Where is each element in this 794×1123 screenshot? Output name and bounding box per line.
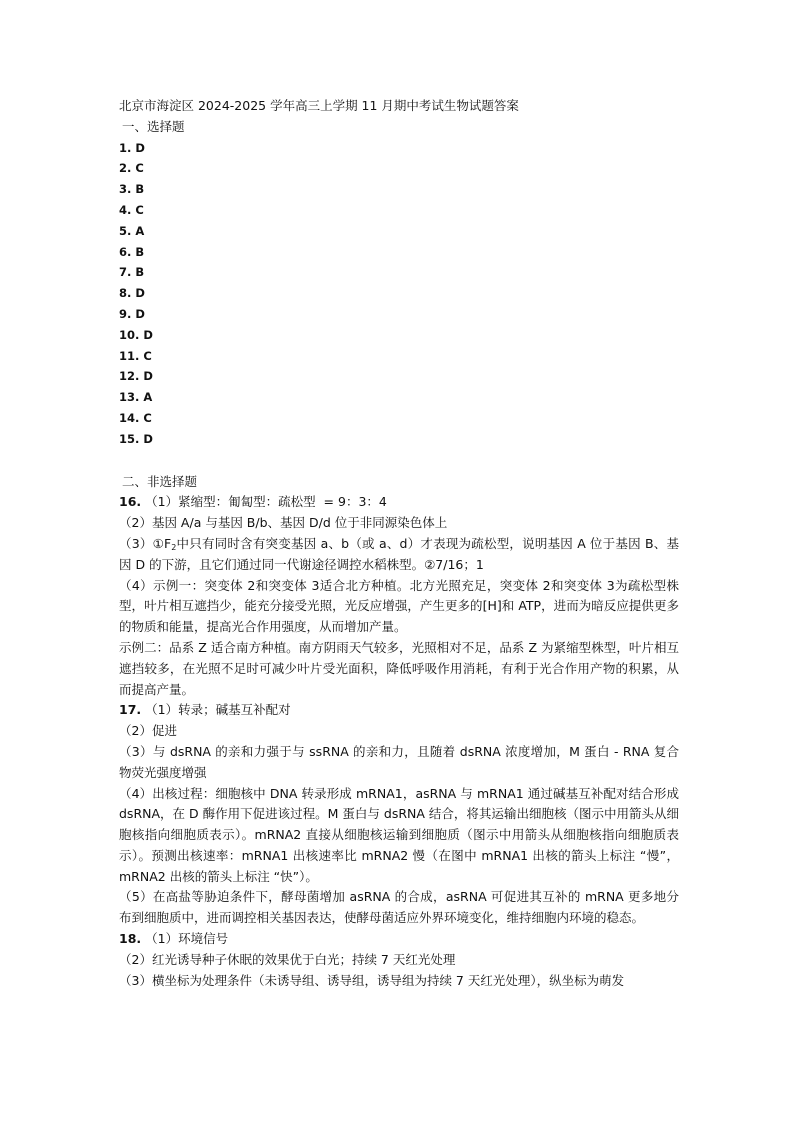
q18-number: 18. <box>119 931 142 947</box>
document-title: 北京市海淀区 2024-2025 学年高三上学期 11 月期中考试生物试题答案 <box>119 98 519 113</box>
mc-answer-item: 1. D <box>119 140 145 155</box>
q17-part1-text: （1）转录；碱基互补配对 <box>145 702 291 718</box>
mc-answer-item: 13. A <box>119 390 153 405</box>
q17-part5: （5）在高盐等胁迫条件下，酵母菌增加 asRNA 的合成，asRNA 可促进其互补的 mRNA 更多地分布到细胞质中，进而调控相关基因表达，使酵母菌适应外界环境变化，维持细胞内环境的稳态。 <box>119 889 679 926</box>
mc-answer-item: 3. B <box>119 182 145 197</box>
q18-part1-text: （1）环境信号 <box>145 931 229 947</box>
mc-answer-item: 2. C <box>119 161 144 176</box>
mc-answer-item: 11. C <box>119 348 152 363</box>
mc-answer-item: 12. D <box>119 369 153 384</box>
q16-part3-text-b: 中只有同时含有突变基因 a、b（或 a、d）才表现为疏松型，说明基因 A 位于基因 B、基因 D 的下游，且它们通过同一代谢途径调控水稻株型。②7/16；1 <box>119 535 679 572</box>
q16-part1-text: （1）紧缩型：匍匐型：疏松型 = 9：3：4 <box>145 494 387 510</box>
mc-answer-item: 7. B <box>119 265 145 280</box>
q16-part2: （2）基因 A/a 与基因 B/b、基因 D/d 位于非同源染色体上 <box>119 515 448 531</box>
mc-answer-item: 9. D <box>119 306 145 321</box>
q17-number: 17. <box>119 702 142 718</box>
multiple-choice-answer-list <box>119 138 679 450</box>
spacer <box>119 450 679 472</box>
q16-number: 16. <box>119 494 142 510</box>
section-heading-free-response: 二、非选择题 <box>122 473 198 489</box>
q16-part4-example2: 示例二：品系 Z 适合南方种植。南方阴雨天气较多，光照相对不足，品系 Z 为紧缩型株型，叶片相互遮挡较多，在光照不足时可减少叶片受光面积，降低呼吸作用消耗，有利于光合作用产物的积累，从而提高产量。 <box>119 639 679 697</box>
section-heading-multiple-choice: 一、选择题 <box>122 118 185 134</box>
q18-part3: （3）横坐标为处理条件（未诱导组、诱导组，诱导组为持续 7 天红光处理），纵坐标为萌发 <box>119 972 625 988</box>
mc-answer-item: 8. D <box>119 286 145 301</box>
q16-part3 <box>119 534 679 576</box>
q18-part1 <box>119 929 679 950</box>
answer-document <box>119 96 679 991</box>
q16-part1 <box>119 492 679 513</box>
mc-answer-item: 6. B <box>119 244 145 259</box>
mc-answer-item: 5. A <box>119 223 145 238</box>
q16-part3-text-a: （3）①F <box>119 535 172 551</box>
q16-part4-example1: （4）示例一：突变体 2和突变体 3适合北方种植。北方光照充足，突变体 2和突变体 3为疏松型株型，叶片相互遮挡少，能充分接受光照，光反应增强，产生更多的[H]和 ATP，进而为暗反应提供更多的物质和能量，提高光合作用强度，从而增加产量。 <box>119 577 679 635</box>
q18-part2: （2）红光诱导种子休眠的效果优于白光；持续 7 天红光处理 <box>119 951 456 967</box>
mc-answer-item: 14. C <box>119 410 152 425</box>
mc-answer-item: 10. D <box>119 327 153 342</box>
mc-answer-item: 4. C <box>119 202 144 217</box>
q17-part4: （4）出核过程：细胞核中 DNA 转录形成 mRNA1，asRNA 与 mRNA1 通过碱基互补配对结合形成 dsRNA，在 D 酶作用下促进该过程。M 蛋白与 dsRNA 结合，将其运输出细胞核（图示中用箭头从细胞核指向细胞质表示）。mRNA2 直接从细胞核运输到细胞质（图示中用箭头从细胞核指向细胞质表示）。预测出核速率：mRNA1 出核速率比 mRNA2 慢（在图中 mRNA1 出核的箭头上标注 “慢”，mRNA2 出核的箭头上标注 “快”）。 <box>119 785 679 884</box>
q16-part3-subscript: 2 <box>171 542 177 552</box>
q17-part1 <box>119 700 679 721</box>
mc-answer-item: 15. D <box>119 431 153 446</box>
q17-part2: （2）促进 <box>119 723 177 739</box>
q17-part3: （3）与 dsRNA 的亲和力强于与 ssRNA 的亲和力，且随着 dsRNA 浓度增加，M 蛋白 - RNA 复合物荧光强度增强 <box>119 743 679 780</box>
